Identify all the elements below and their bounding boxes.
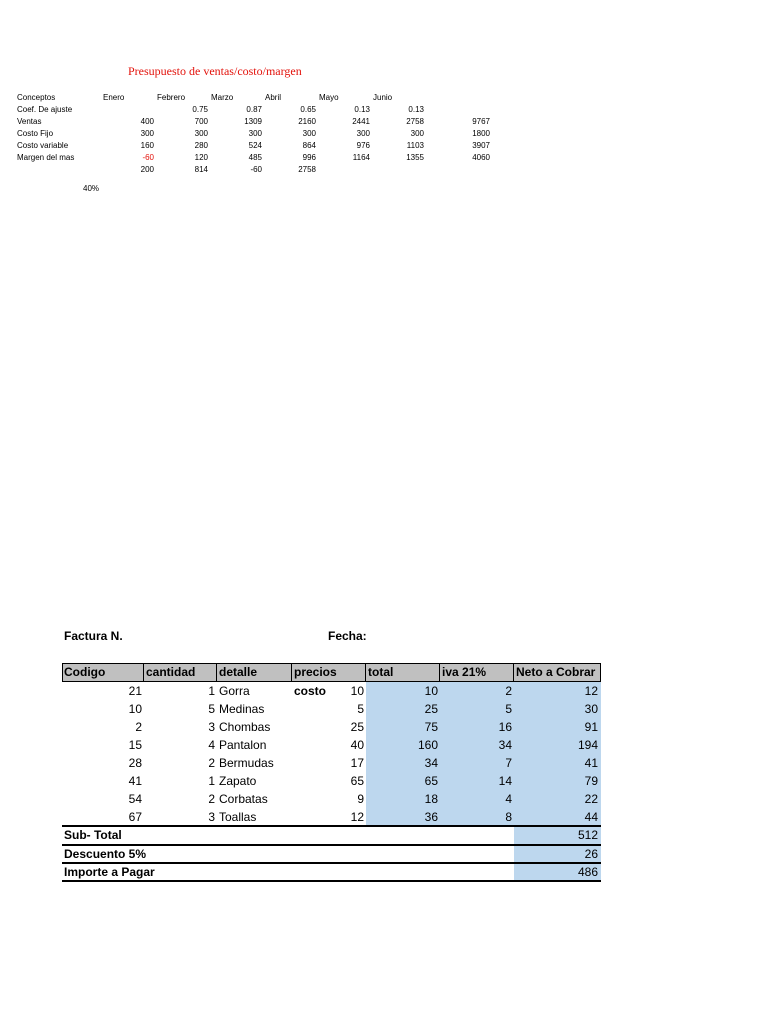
cell-iva: 34 — [498, 738, 512, 752]
cell-neto: 12 — [584, 684, 598, 698]
margen-value: 120 — [194, 153, 208, 162]
cell-codigo: 41 — [128, 774, 142, 788]
cell-total: 65 — [424, 774, 438, 788]
month-abril: Abril — [265, 93, 282, 102]
cell-codigo: 2 — [135, 720, 142, 734]
cell-neto: 79 — [584, 774, 598, 788]
cell-neto: 22 — [584, 792, 598, 806]
coef-value: 0.13 — [354, 105, 370, 114]
cell-cantidad: 1 — [208, 774, 215, 788]
budget-title: Presupuesto de ventas/costo/margen — [128, 64, 302, 78]
cell-total: 25 — [424, 702, 438, 716]
cell-iva: 14 — [498, 774, 512, 788]
importe-label: Importe a Pagar — [64, 865, 155, 879]
ventas-value: 2441 — [352, 117, 370, 126]
costo-variable-value: 1103 — [406, 141, 424, 150]
header-detalle: detalle — [217, 663, 292, 682]
costo-variable-value: 976 — [356, 141, 370, 150]
cell-neto: 41 — [584, 756, 598, 770]
coef-value: 0.65 — [300, 105, 316, 114]
cell-detalle: Corbatas — [219, 792, 268, 806]
cell-cantidad: 2 — [208, 792, 215, 806]
extra-value: 2758 — [298, 165, 316, 174]
divider-line — [62, 880, 601, 882]
coef-value: 0.87 — [246, 105, 262, 114]
cell-cantidad: 4 — [208, 738, 215, 752]
cell-precio: 65 — [350, 774, 364, 788]
costo-variable-total: 3907 — [472, 141, 490, 150]
cell-precio: 40 — [350, 738, 364, 752]
cell-detalle: Zapato — [219, 774, 257, 788]
cell-iva: 2 — [505, 684, 512, 698]
coef-label: Coef. De ajuste — [17, 105, 73, 114]
margen-value: 485 — [248, 153, 262, 162]
factura-label: Factura N. — [64, 629, 123, 643]
cell-total: 75 — [424, 720, 438, 734]
header-total: total — [366, 663, 440, 682]
month-junio: Junio — [373, 93, 393, 102]
coef-value: 0.75 — [192, 105, 208, 114]
cell-precio: 12 — [350, 810, 364, 824]
cell-precio: 25 — [350, 720, 364, 734]
descuento-label: Descuento 5% — [64, 847, 147, 861]
cell-total: 160 — [417, 738, 438, 752]
margen-value: 1164 — [352, 153, 370, 162]
month-mayo: Mayo — [319, 93, 339, 102]
cell-detalle: Gorra — [219, 684, 250, 698]
margen-value: 996 — [302, 153, 316, 162]
extra-value: -60 — [250, 165, 262, 174]
ventas-value: 700 — [194, 117, 208, 126]
cell-precio: 5 — [357, 702, 364, 716]
header-codigo: Codigo — [62, 663, 144, 682]
cell-neto: 44 — [584, 810, 598, 824]
costo-variable-value: 524 — [248, 141, 262, 150]
costo-variable-label: Costo variable — [17, 141, 69, 150]
header-neto: Neto a Cobrar — [516, 665, 596, 679]
ventas-value: 1309 — [244, 117, 262, 126]
cell-iva: 16 — [498, 720, 512, 734]
costo-fijo-value: 300 — [140, 129, 154, 138]
costo-fijo-value: 300 — [248, 129, 262, 138]
ventas-label: Ventas — [17, 117, 42, 126]
costo-fijo-value: 300 — [194, 129, 208, 138]
cell-cantidad: 3 — [208, 720, 215, 734]
costo-variable-value: 864 — [302, 141, 316, 150]
importe-value: 486 — [577, 865, 598, 879]
cell-neto: 30 — [584, 702, 598, 716]
cell-detalle: Pantalon — [219, 738, 267, 752]
cell-cantidad: 3 — [208, 810, 215, 824]
header-precios-costo: precios costo — [292, 663, 366, 682]
month-enero: Enero — [103, 93, 125, 102]
cell-precio: 10 — [350, 684, 364, 698]
subtotal-label: Sub- Total — [64, 828, 122, 842]
percent-value: 40% — [83, 184, 100, 193]
fecha-label: Fecha: — [328, 629, 367, 643]
cell-neto: 194 — [577, 738, 598, 752]
cell-cantidad: 5 — [208, 702, 215, 716]
cell-precio: 17 — [350, 756, 364, 770]
cell-total: 10 — [424, 684, 438, 698]
cell-iva: 5 — [505, 702, 512, 716]
cell-codigo: 54 — [128, 792, 142, 806]
cell-codigo: 15 — [128, 738, 142, 752]
invoice-table — [62, 663, 601, 882]
descuento-value: 26 — [584, 847, 598, 861]
subtotal-value: 512 — [577, 828, 598, 842]
cell-iva: 4 — [505, 792, 512, 806]
costo-variable-value: 160 — [140, 141, 154, 150]
costo-fijo-value: 300 — [410, 129, 424, 138]
costo-fijo-total: 1800 — [472, 129, 490, 138]
costo-fijo-label: Costo Fijo — [17, 129, 54, 138]
ventas-value: 2160 — [298, 117, 316, 126]
costo-variable-value: 280 — [194, 141, 208, 150]
margen-label: Margen del mas — [17, 153, 75, 162]
cell-codigo: 67 — [128, 810, 142, 824]
cell-cantidad: 2 — [208, 756, 215, 770]
cell-codigo: 28 — [128, 756, 142, 770]
extra-value: 200 — [140, 165, 154, 174]
cell-detalle: Medinas — [219, 702, 265, 716]
costo-fijo-value: 300 — [302, 129, 316, 138]
concepts-header: Conceptos — [17, 93, 56, 102]
margen-value-negative: -60 — [142, 153, 154, 162]
header-cantidad: cantidad — [144, 663, 217, 682]
cell-neto: 91 — [584, 720, 598, 734]
cell-total: 36 — [424, 810, 438, 824]
month-marzo: Marzo — [211, 93, 234, 102]
cell-detalle: Chombas — [219, 720, 271, 734]
coef-value: 0.13 — [408, 105, 424, 114]
cell-codigo: 21 — [128, 684, 142, 698]
cell-precio: 9 — [357, 792, 364, 806]
costo-fijo-value: 300 — [356, 129, 370, 138]
cell-codigo: 10 — [128, 702, 142, 716]
cell-cantidad: 1 — [208, 684, 215, 698]
ventas-value: 2758 — [406, 117, 424, 126]
cell-total: 18 — [424, 792, 438, 806]
cell-iva: 8 — [505, 810, 512, 824]
header-iva: iva 21% — [440, 663, 514, 682]
cell-iva: 7 — [505, 756, 512, 770]
margen-total: 4060 — [472, 153, 490, 162]
extra-value: 814 — [194, 165, 208, 174]
ventas-value: 400 — [140, 117, 154, 126]
cell-detalle: Bermudas — [219, 756, 274, 770]
ventas-total: 9767 — [472, 117, 490, 126]
cell-detalle: Toallas — [219, 810, 257, 824]
margen-value: 1355 — [406, 153, 424, 162]
cell-total: 34 — [424, 756, 438, 770]
month-febrero: Febrero — [157, 93, 186, 102]
